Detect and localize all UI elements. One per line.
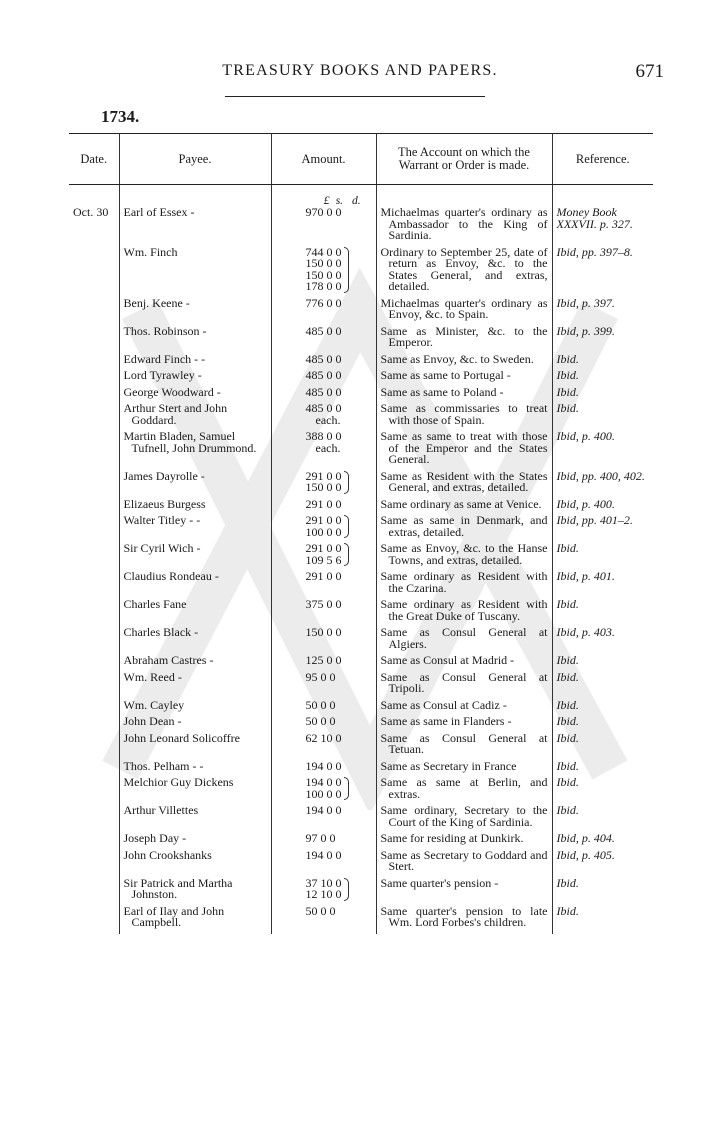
entry-amount xyxy=(271,669,376,700)
amount-line: 485 0 0 xyxy=(305,323,342,338)
amount-line: 194 0 0 xyxy=(305,758,342,773)
entry-account: Same as Envoy, &c. to the Hanse Towns, and extras, detailed. xyxy=(376,543,552,571)
amount-line: 37 10 0 xyxy=(305,875,342,890)
table-row xyxy=(69,431,653,471)
table-row xyxy=(69,326,653,354)
entry-amount xyxy=(271,244,376,298)
entry-account: Michaelmas quarter's ordinary as Ambassador to the King of Sardinia. xyxy=(376,207,552,247)
entry-account: Same as Consul General at Tetuan. xyxy=(376,733,552,761)
entry-date xyxy=(69,370,119,387)
entry-amount xyxy=(271,515,376,543)
entry-reference: Ibid, p. 400. xyxy=(552,499,653,516)
amount-line: 109 5 6 xyxy=(305,552,342,567)
entry-payee: Earl of Essex - xyxy=(119,207,271,247)
entry-amount xyxy=(271,403,376,431)
column-header-amount: Amount. xyxy=(271,134,376,185)
entry-payee: Wm. Finch xyxy=(119,247,271,298)
entry-account: Same as Resident with the States General, and extras, detailed. xyxy=(376,471,552,499)
unit-pence: d. xyxy=(351,194,361,207)
amount-line: 62 10 0 xyxy=(305,730,342,745)
amount-brace xyxy=(344,247,349,293)
amount-line: 95 0 0 xyxy=(305,669,336,684)
table-row xyxy=(69,672,653,700)
entry-reference: Ibid, pp. 401–2. xyxy=(552,515,653,543)
warrants-table xyxy=(69,133,653,934)
entry-reference: Ibid. xyxy=(552,733,653,761)
amount-brace xyxy=(344,543,349,566)
entry-payee: Melchior Guy Dickens xyxy=(119,777,271,805)
amount-line: 150 0 0 xyxy=(305,625,342,639)
amount-line: 776 0 0 xyxy=(305,295,342,310)
amount-line: 291 0 0 xyxy=(305,496,342,511)
entry-reference: Ibid. xyxy=(552,906,653,934)
entry-payee: Sir Cyril Wich - xyxy=(119,543,271,571)
entry-account: Ordinary to September 25, date of return as Envoy, &c. to the States General, and extras, detailed. xyxy=(376,247,552,298)
entry-date xyxy=(69,850,119,878)
entry-reference: Ibid. xyxy=(552,387,653,404)
entry-payee: John Dean - xyxy=(119,716,271,733)
entry-account: Same as Consul General at Tripoli. xyxy=(376,672,552,700)
entry-reference: Ibid. xyxy=(552,599,653,627)
entry-account: Same as Consul at Cadiz - xyxy=(376,700,552,717)
amount-line: 744 0 0 xyxy=(305,244,342,259)
entry-date xyxy=(69,716,119,733)
entry-date xyxy=(69,515,119,543)
entry-payee: James Dayrolle - xyxy=(119,471,271,499)
amount-brace xyxy=(344,471,349,494)
entry-reference: Ibid. xyxy=(552,716,653,733)
amount-line: 100 0 0 xyxy=(305,524,342,539)
amount-line: 125 0 0 xyxy=(305,653,342,667)
entry-reference: Ibid, p. 400. xyxy=(552,431,653,471)
entry-amount xyxy=(271,805,376,833)
header-rule xyxy=(225,96,485,97)
amount-line: 100 0 0 xyxy=(305,786,342,801)
entry-amount xyxy=(271,571,376,599)
entry-reference: Ibid. xyxy=(552,354,653,371)
table-row xyxy=(69,543,653,571)
amount-brace xyxy=(344,777,349,800)
amount-line: 50 0 0 xyxy=(305,714,336,728)
entry-amount xyxy=(271,323,376,354)
amount-line: 485 0 0 xyxy=(305,384,342,399)
running-header: TREASURY BOOKS AND PAPERS. xyxy=(222,62,498,79)
entry-amount xyxy=(271,431,376,471)
entry-reference: Ibid. xyxy=(552,370,653,387)
amount-line: 485 0 0 xyxy=(305,401,342,415)
entry-reference: Ibid, pp. 397–8. xyxy=(552,247,653,298)
entry-reference: Ibid. xyxy=(552,805,653,833)
amount-line: 50 0 0 xyxy=(305,697,336,712)
entry-payee: Arthur Villettes xyxy=(119,805,271,833)
entry-date xyxy=(69,906,119,934)
entry-amount xyxy=(271,730,376,761)
entry-date xyxy=(69,733,119,761)
amount-line: each. xyxy=(315,440,341,455)
entry-account: Same as Minister, &c. to the Emperor. xyxy=(376,326,552,354)
entry-reference: Ibid. xyxy=(552,655,653,672)
amount-line: 150 0 0 xyxy=(305,256,342,270)
entry-account: Same as commissaries to treat with those of Spain. xyxy=(376,403,552,431)
table-row xyxy=(69,403,653,431)
table-row xyxy=(69,878,653,906)
entry-payee: John Leonard Solicoffre xyxy=(119,733,271,761)
entry-amount xyxy=(271,627,376,655)
entry-date xyxy=(69,387,119,404)
table-row xyxy=(69,733,653,761)
entry-payee: Arthur Stert and John Goddard. xyxy=(119,403,271,431)
table-row xyxy=(69,515,653,543)
entry-account: Same as same in Denmark, and extras, detailed. xyxy=(376,515,552,543)
amount-line: 291 0 0 xyxy=(305,569,342,583)
entry-date xyxy=(69,878,119,906)
entry-payee: George Woodward - xyxy=(119,387,271,404)
amount-line: 150 0 0 xyxy=(305,267,342,282)
entry-amount xyxy=(271,543,376,571)
units-row xyxy=(69,185,653,208)
entry-account: Michaelmas quarter's ordinary as Envoy, &c. to Spain. xyxy=(376,298,552,326)
entry-date xyxy=(69,543,119,571)
amount-brace xyxy=(344,878,349,901)
entry-account: Same as same to treat with those of the Emperor and the States General. xyxy=(376,431,552,471)
column-header-reference: Reference. xyxy=(552,134,653,185)
entry-date xyxy=(69,761,119,778)
entry-account: Same as Consul at Madrid - xyxy=(376,655,552,672)
amount-line: 485 0 0 xyxy=(305,368,342,382)
entry-date xyxy=(69,777,119,805)
entry-account: Same as Secretary to Goddard and Stert. xyxy=(376,850,552,878)
entry-payee: Thos. Pelham - - xyxy=(119,761,271,778)
entry-payee: Wm. Reed - xyxy=(119,672,271,700)
table-row xyxy=(69,298,653,326)
table-row xyxy=(69,627,653,655)
entry-reference: Ibid. xyxy=(552,403,653,431)
column-header-date: Date. xyxy=(69,134,119,185)
entry-payee: Joseph Day - xyxy=(119,833,271,850)
table-row xyxy=(69,906,653,934)
entry-payee: Thos. Robinson - xyxy=(119,326,271,354)
table-row xyxy=(69,247,653,298)
entry-date xyxy=(69,700,119,717)
entry-amount xyxy=(271,903,376,934)
amount-line: 178 0 0 xyxy=(305,279,342,293)
page-number: 671 xyxy=(635,61,664,82)
entry-reference: Ibid. xyxy=(552,672,653,700)
table-row xyxy=(69,777,653,805)
entry-reference: Ibid. xyxy=(552,777,653,805)
amount-line: 375 0 0 xyxy=(305,597,342,611)
entry-account: Same ordinary as Resident with the Great Duke of Tuscany. xyxy=(376,599,552,627)
entry-account: Same as same to Portugal - xyxy=(376,370,552,387)
amount-line: 50 0 0 xyxy=(305,903,336,918)
entry-payee: Benj. Keene - xyxy=(119,298,271,326)
amount-line: 194 0 0 xyxy=(305,775,342,789)
column-header-payee: Payee. xyxy=(119,134,271,185)
entry-account: Same as same in Flanders - xyxy=(376,716,552,733)
amount-brace xyxy=(344,515,349,538)
entry-date: Oct. 30 xyxy=(73,205,109,219)
unit-shillings: s. xyxy=(335,194,344,207)
entry-payee: Martin Bladen, Samuel Tufnell, John Drummond. xyxy=(119,431,271,471)
unit-pounds: £ xyxy=(323,194,330,207)
amount-line: 970 0 0 xyxy=(305,205,342,219)
entry-date xyxy=(69,403,119,431)
entry-reference: Ibid, p. 401. xyxy=(552,571,653,599)
entry-date xyxy=(69,499,119,516)
entry-amount xyxy=(271,777,376,805)
entry-payee: Claudius Rondeau - xyxy=(119,571,271,599)
column-header-account: The Account on which the Warrant or Order is made. xyxy=(376,134,552,185)
entry-amount xyxy=(271,875,376,906)
entry-date xyxy=(69,627,119,655)
entry-reference: Ibid, p. 399. xyxy=(552,326,653,354)
entry-reference: Ibid, p. 404. xyxy=(552,833,653,850)
entry-account: Same as same to Poland - xyxy=(376,387,552,404)
table-row xyxy=(69,850,653,878)
entry-date xyxy=(69,805,119,833)
entry-date xyxy=(69,431,119,471)
entry-amount xyxy=(271,468,376,499)
entry-payee: Abraham Castres - xyxy=(119,655,271,672)
entry-date xyxy=(69,833,119,850)
entry-date xyxy=(69,326,119,354)
amount-line: 291 0 0 xyxy=(305,468,342,483)
entry-account: Same ordinary, Secretary to the Court of the King of Sardinia. xyxy=(376,805,552,833)
amount-line: 485 0 0 xyxy=(305,351,342,366)
entry-date xyxy=(69,672,119,700)
amount-line: 291 0 0 xyxy=(305,541,342,555)
table-header-row xyxy=(69,134,653,185)
entry-payee: John Crookshanks xyxy=(119,850,271,878)
entry-reference: Ibid. xyxy=(552,761,653,778)
entry-payee: Elizaeus Burgess xyxy=(119,499,271,516)
table-row xyxy=(69,471,653,499)
entry-payee: Earl of Ilay and John Campbell. xyxy=(119,906,271,934)
entry-reference: Money Book XXXVII. p. 327. xyxy=(552,207,653,247)
entry-account: Same as Secretary in France xyxy=(376,761,552,778)
table-row xyxy=(69,805,653,833)
table-row xyxy=(69,571,653,599)
entry-date xyxy=(69,599,119,627)
amount-line: 97 0 0 xyxy=(305,831,336,845)
entry-reference: Ibid, pp. 400, 402. xyxy=(552,471,653,499)
amount-line: 291 0 0 xyxy=(305,513,342,527)
entry-date xyxy=(69,655,119,672)
entry-payee: Edward Finch - - xyxy=(119,354,271,371)
entry-amount xyxy=(271,599,376,627)
entry-payee: Charles Black - xyxy=(119,627,271,655)
amount-line: 194 0 0 xyxy=(305,803,342,817)
entry-amount xyxy=(271,295,376,326)
entry-account: Same ordinary as same at Venice. xyxy=(376,499,552,516)
table-row xyxy=(69,207,653,247)
entry-date xyxy=(69,354,119,371)
year-heading: 1734. xyxy=(101,107,140,126)
entry-date xyxy=(69,247,119,298)
entry-account: Same quarter's pension - xyxy=(376,878,552,906)
entry-amount xyxy=(271,207,376,247)
amount-line: 150 0 0 xyxy=(305,480,342,494)
entry-account: Same as Envoy, &c. to Sweden. xyxy=(376,354,552,371)
amount-line: 12 10 0 xyxy=(305,887,342,901)
entry-reference: Ibid, p. 405. xyxy=(552,850,653,878)
entry-reference: Ibid. xyxy=(552,878,653,906)
entry-date xyxy=(69,298,119,326)
amount-line: 388 0 0 xyxy=(305,429,342,443)
entry-payee: Charles Fane xyxy=(119,599,271,627)
entry-account: Same for residing at Dunkirk. xyxy=(376,833,552,850)
entry-account: Same as same at Berlin, and extras. xyxy=(376,777,552,805)
entry-account: Same quarter's pension to late Wm. Lord Forbes's children. xyxy=(376,906,552,934)
table-row xyxy=(69,599,653,627)
amount-line: each. xyxy=(315,412,341,427)
entry-payee: Walter Titley - - xyxy=(119,515,271,543)
entry-date xyxy=(69,571,119,599)
entry-account: Same ordinary as Resident with the Czarina. xyxy=(376,571,552,599)
entry-payee: Lord Tyrawley - xyxy=(119,370,271,387)
entry-reference: Ibid. xyxy=(552,543,653,571)
entry-date xyxy=(69,471,119,499)
entry-payee: Wm. Cayley xyxy=(119,700,271,717)
entry-amount xyxy=(271,847,376,878)
entry-payee: Sir Patrick and Martha Johnston. xyxy=(119,878,271,906)
entry-reference: Ibid. xyxy=(552,700,653,717)
entry-account: Same as Consul General at Algiers. xyxy=(376,627,552,655)
entry-reference: Ibid, p. 403. xyxy=(552,627,653,655)
amount-line: 194 0 0 xyxy=(305,847,342,862)
entry-reference: Ibid, p. 397. xyxy=(552,298,653,326)
